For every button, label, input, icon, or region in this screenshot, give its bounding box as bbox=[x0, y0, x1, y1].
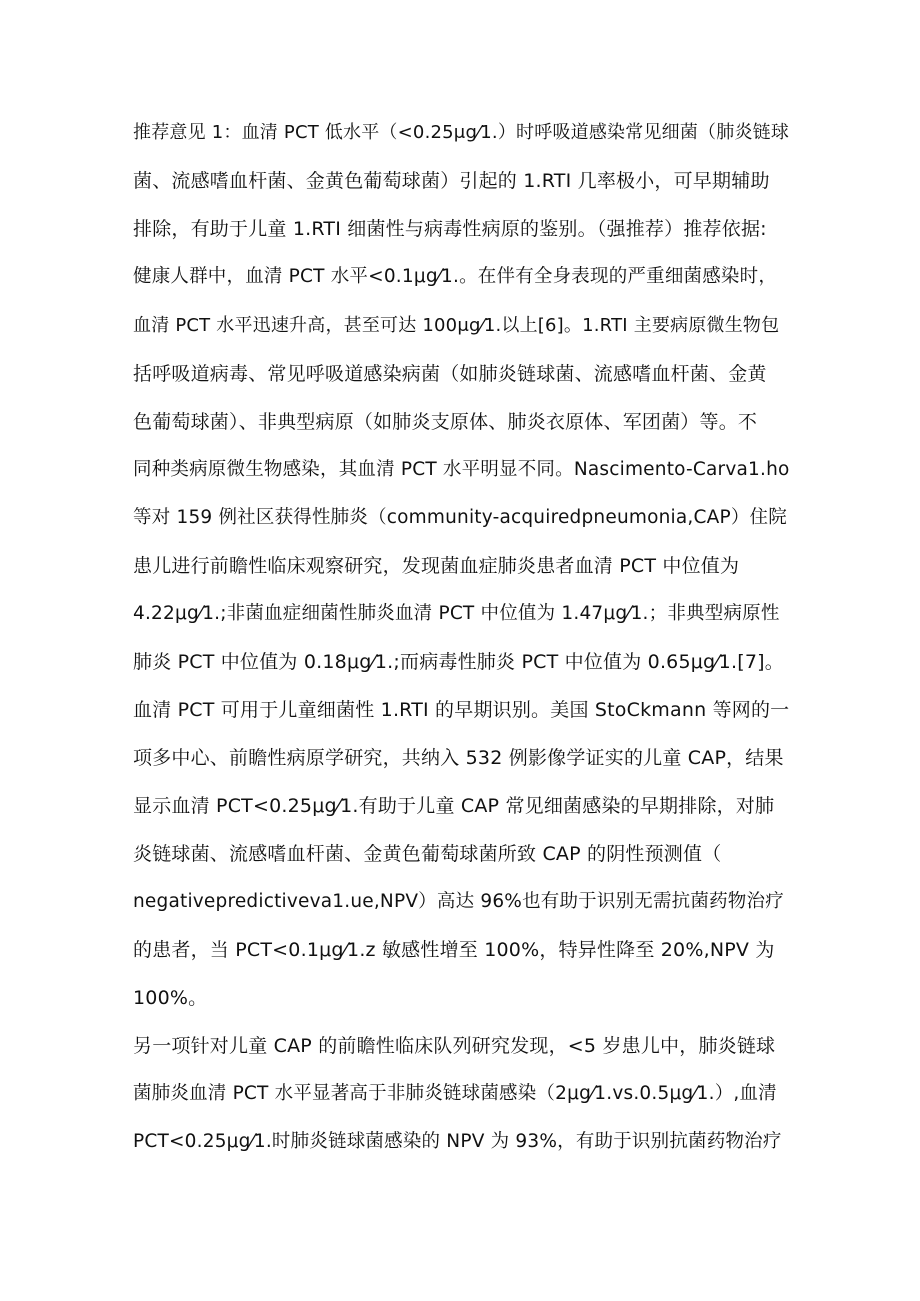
text-line: 健康人群中，血清 PCT 水平<0.1μg⁄1.。在伴有全身表现的严重细菌感染时， bbox=[133, 266, 778, 287]
text-line: PCT<0.25μg⁄1.时肺炎链球菌感染的 NPV 为 93%，有助于识别抗菌药物治疗 bbox=[133, 1131, 782, 1152]
text-line: 括呼吸道病毒、常见呼吸道感染病菌（如肺炎链球菌、流感嗜血杆菌、金黄 bbox=[133, 363, 767, 385]
text-line: 推荐意见 1：血清 PCT 低水平（<0.25μg⁄1.）时呼吸道感染常见细菌（肺炎链球 bbox=[133, 122, 790, 143]
text-line: 血清 PCT 水平迅速升高，甚至可达 100μg⁄1.以上[6]。1.RTI 主要病原微生物包 bbox=[133, 315, 780, 336]
text-line: 菌肺炎血清 PCT 水平显著高于非肺炎链球菌感染（2μg⁄1.vs.0.5μg⁄1.）,血清 bbox=[133, 1083, 777, 1104]
text-line: 同种类病原微生物感染，其血清 PCT 水平明显不同。Nascimento-Carva1.ho bbox=[133, 459, 790, 480]
text-line: 等对 159 例社区获得性肺炎（community-acquiredpneumonia,CAP）住院 bbox=[133, 507, 787, 528]
text-line: 显示血清 PCT<0.25μg⁄1.有助于儿童 CAP 常见细菌感染的早期排除，对肺 bbox=[133, 795, 775, 817]
text-line: 的患者，当 PCT<0.1μg⁄1.z 敏感性增至 100%，特异性降至 20%,NPV 为 bbox=[133, 939, 775, 961]
text-line: 色葡萄球菌）、非典型病原（如肺炎支原体、肺炎衣原体、军团菌）等。不 bbox=[133, 411, 758, 433]
text-line: 项多中心、前瞻性病原学研究，共纳入 532 例影像学证实的儿童 CAP，结果 bbox=[133, 747, 784, 769]
text-line: 4.22μg⁄1.;非菌血症细菌性肺炎血清 PCT 中位值为 1.47μg⁄1.；非典型病原性 bbox=[133, 603, 780, 624]
text-line: 排除，有助于儿童 1.RTI 细菌性与病毒性病原的鉴别。（强推荐）推荐依据: bbox=[133, 218, 767, 240]
text-line: 患儿进行前瞻性临床观察研究，发现菌血症肺炎患者血清 PCT 中位值为 bbox=[133, 555, 740, 577]
text-line: 炎链球菌、流感嗜血杆菌、金黄色葡萄球菌所致 CAP 的阴性预测值（ bbox=[133, 843, 722, 865]
text-line: 菌、流感嗜血杆菌、金黄色葡萄球菌）引起的 1.RTI 几率极小，可早期辅助 bbox=[133, 170, 770, 192]
text-line: 血清 PCT 可用于儿童细菌性 1.RTI 的早期识别。美国 StoCkmann 等网的一 bbox=[133, 699, 790, 721]
text-line: 100%。 bbox=[133, 987, 208, 1009]
text-line: 肺炎 PCT 中位值为 0.18μg⁄1.;而病毒性肺炎 PCT 中位值为 0.65μg⁄1.[7]。 bbox=[133, 651, 784, 673]
text-line: 另一项针对儿童 CAP 的前瞻性临床队列研究发现，<5 岁患儿中，肺炎链球 bbox=[133, 1035, 776, 1057]
text-line: negativepredictiveva1.ue,NPV）高达 96%也有助于识别无需抗菌药物治疗 bbox=[133, 891, 784, 912]
